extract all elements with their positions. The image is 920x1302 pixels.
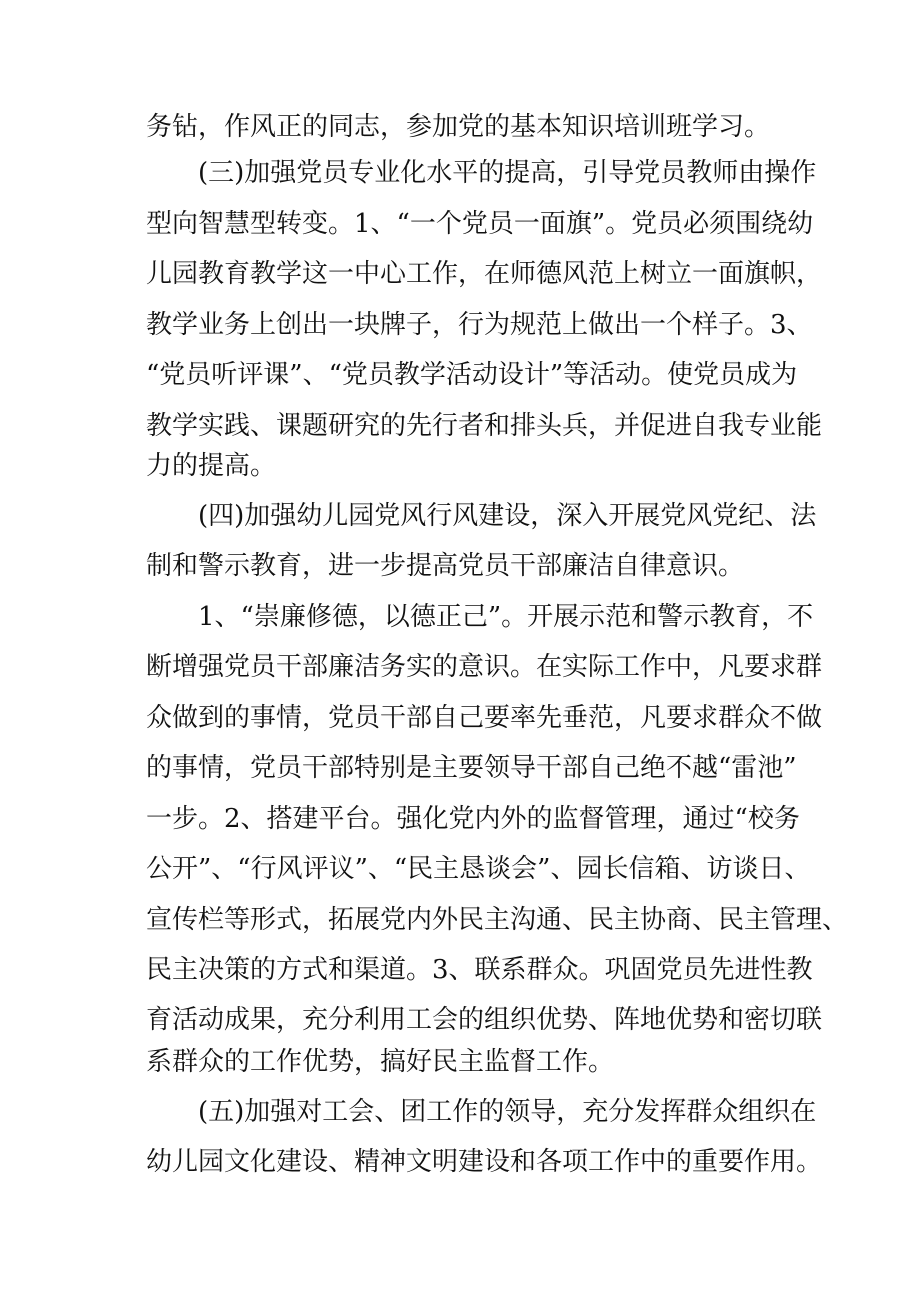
text-line: 力的提高。 — [146, 451, 277, 481]
text-line: 众做到的事情，党员干部自己要率先垂范，凡要求群众不做 — [146, 703, 823, 733]
text-line: 育活动成果，充分利用工会的组织优势、阵地优势和密切联 — [146, 1005, 823, 1035]
text-line: 务钻，作风正的同志，参加党的基本知识培训班学习。 — [146, 112, 771, 142]
text-line: 民主决策的方式和渠道。3、联系群众。巩固党员先进性教 — [146, 955, 813, 985]
text-line: 系群众的工作优势，搞好民主监督工作。 — [146, 1047, 615, 1077]
text-line: 教学业务上创出一块牌子，行为规范上做出一个样子。3、 — [146, 310, 813, 340]
text-line: (四)加强幼儿园党风行风建设，深入开展党风党纪、法 — [198, 501, 817, 531]
text-line: 宣传栏等形式，拓展党内外民主沟通、民主协商、民主管理、 — [146, 905, 849, 935]
text-line: 幼儿园文化建设、精神文明建设和各项工作中的重要作用。 — [146, 1147, 823, 1177]
text-line: “党员听评课”、“党员教学活动设计”等活动。使党员成为 — [146, 360, 798, 390]
text-line: 的事情，党员干部特别是主要领导干部自己绝不越“雷池” — [146, 753, 797, 783]
text-line: 型向智慧型转变。1、“一个党员一面旗”。党员必须围绕幼 — [146, 209, 814, 239]
text-line: 教学实践、课题研究的先行者和排头兵，并促进自我专业能 — [146, 411, 823, 441]
text-line: 公开”、“行风评议”、“民主恳谈会”、园长信箱、访谈日、 — [146, 854, 811, 884]
text-line: 1、“崇廉修德，以德正己”。开展示范和警示教育，不 — [198, 602, 814, 632]
text-line: 一步。2、搭建平台。强化党内外的监督管理，通过“校务 — [146, 804, 800, 834]
text-line: 儿园教育教学这一中心工作，在师德风范上树立一面旗帜， — [146, 259, 823, 289]
text-line: 制和警示教育，进一步提高党员干部廉洁自律意识。 — [146, 551, 745, 581]
text-line: 断增强党员干部廉洁务实的意识。在实际工作中，凡要求群 — [146, 652, 823, 682]
text-line: (五)加强对工会、团工作的领导，充分发挥群众组织在 — [198, 1097, 817, 1127]
text-line: (三)加强党员专业化水平的提高，引导党员教师由操作 — [198, 158, 817, 188]
